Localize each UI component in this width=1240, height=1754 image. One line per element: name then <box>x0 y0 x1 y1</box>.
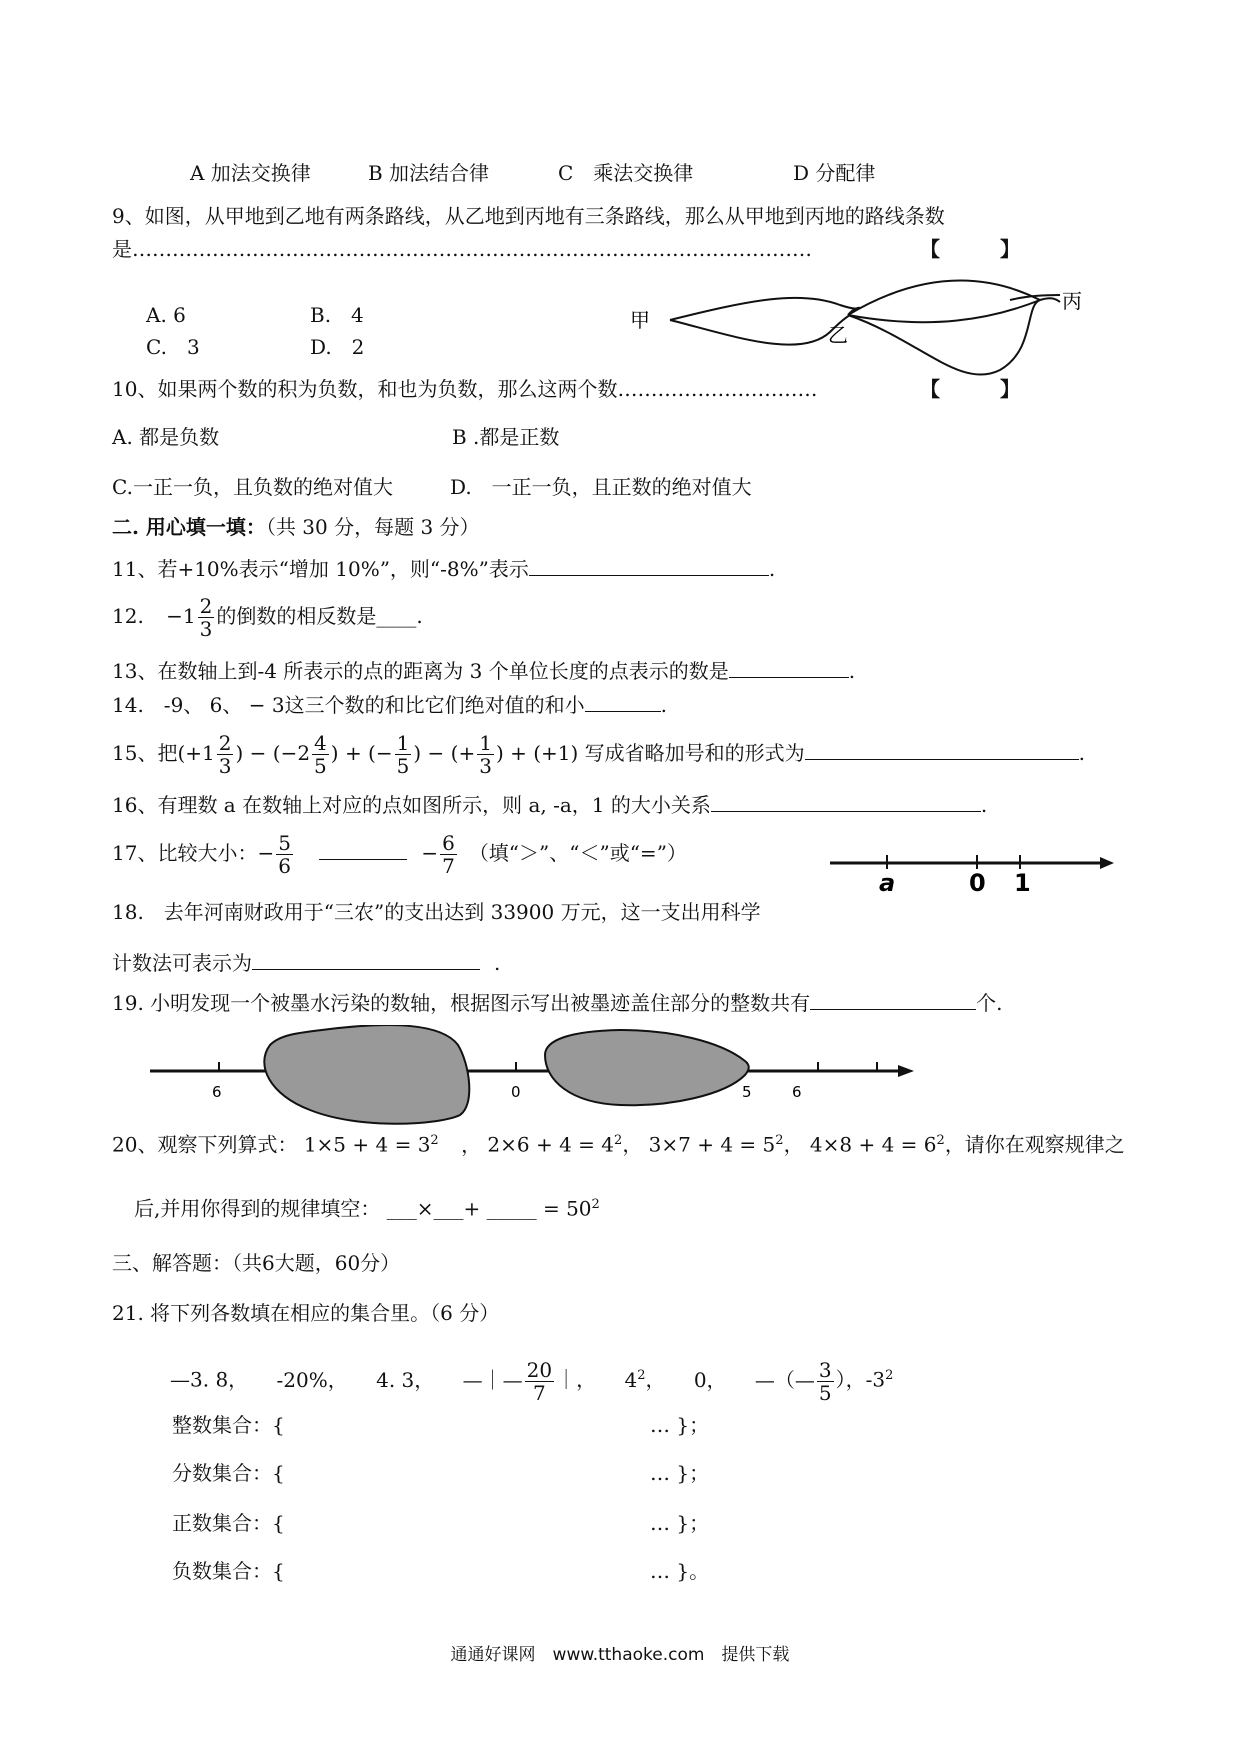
q17-frac2-den: 7 <box>442 854 455 878</box>
q21-set-positive-end: … }； <box>650 1511 710 1535</box>
number-line-a-label-a: a <box>879 869 896 897</box>
q16-line <box>112 792 987 818</box>
q21-num-4-frac-num: 20 <box>526 1357 553 1382</box>
q13-period: . <box>848 659 856 683</box>
q21-set-negative[interactable] <box>172 1558 285 1584</box>
q20-eq4-power: 2 <box>936 1133 945 1148</box>
q17-frac1-den: 6 <box>278 854 291 878</box>
q12-question: 的倒数的相反数是____. <box>216 604 423 628</box>
q20-line2 <box>134 1192 600 1222</box>
q20-fill-blank[interactable]: ___×___+ _____ = 50 <box>386 1196 592 1221</box>
q9-option-b: B. 4 <box>310 303 364 327</box>
q21-num-5-power: 2 <box>637 1368 646 1383</box>
q21-question: 21. 将下列各数填在相应的集合里。（6 分） <box>112 1301 500 1325</box>
section-3-heading: 三、解答题：（共6大题，60分） <box>112 1251 401 1275</box>
q15-prefix: 15、把 <box>112 741 178 765</box>
page-footer <box>0 1640 1240 1665</box>
ink-number-line-arrow <box>898 1065 914 1077</box>
section-2-title: 二. 用心填一填： <box>112 515 266 539</box>
number-line-a <box>820 845 1120 905</box>
q18-line2 <box>112 950 500 976</box>
q17-frac1-num: 5 <box>278 831 291 855</box>
q21-num-5: 4 <box>624 1367 638 1392</box>
label-bing: 丙 <box>1062 289 1082 313</box>
q15-line <box>112 728 1085 778</box>
q20-eq2-power: 2 <box>614 1133 623 1148</box>
number-line-a-arrow <box>1100 857 1114 869</box>
q9-answer-bracket: 【 】 <box>920 237 1020 261</box>
ink-number-line <box>150 1025 930 1125</box>
q21-set-negative-end: … }。 <box>650 1559 710 1583</box>
route-jia-yi-lower <box>670 315 850 345</box>
route-diagram <box>630 270 1090 380</box>
q14-answer-blank[interactable] <box>585 693 661 712</box>
q21-num-4-left: —｜— <box>462 1367 523 1392</box>
q17-frac2-num: 6 <box>442 831 455 855</box>
q21-num-1: —3. 8， <box>170 1367 249 1392</box>
q15-period: . <box>1078 741 1086 765</box>
q9-option-a: A. 6 <box>146 303 186 327</box>
route-jia-yi-upper <box>670 298 860 320</box>
q21-set-positive-label: 正数集合：{ <box>172 1511 285 1535</box>
q15-frac4-den: 3 <box>479 754 492 778</box>
ink-label-neg6: 6 <box>212 1083 222 1101</box>
q13-line <box>112 658 855 684</box>
q15-frac1-num: 2 <box>218 731 232 755</box>
q8-option-c: C 乘法交换律 <box>558 161 694 185</box>
q9-option-c: C. 3 <box>146 335 200 359</box>
q19-answer-blank[interactable] <box>810 991 976 1010</box>
q20-suffix: ，请你在观察规律之 <box>944 1132 1125 1157</box>
q11-line <box>112 556 775 582</box>
q19-line <box>112 990 1003 1016</box>
q11-period: . <box>768 557 776 581</box>
q15-frac3-den: 5 <box>396 754 410 778</box>
q21-set-integer[interactable] <box>172 1412 285 1438</box>
q15-term5: ) + (+1) <box>495 741 579 765</box>
q11-answer-blank[interactable] <box>529 557 769 576</box>
q15-term4: ) − (+ <box>413 741 476 765</box>
q11-question: 11、若+10%表示“增加 10%”，则“-8%”表示 <box>112 557 529 581</box>
q10-question: 10、如果两个数的积为负数，和也为负数，那么这两个数………………………… <box>112 377 818 401</box>
q18-question-line2: 计数法可表示为 <box>112 951 252 975</box>
q10-answer-bracket: 【 】 <box>920 377 1020 401</box>
label-jia: 甲 <box>630 308 650 332</box>
section-2-heading <box>112 514 480 540</box>
q8-option-a: A 加法交换律 <box>190 161 311 185</box>
q21-set-negative-label: 负数集合：{ <box>172 1559 285 1583</box>
q20-eq2: 2×6 + 4 = 4 <box>487 1132 615 1157</box>
q20-eq4: 4×8 + 4 = 6 <box>809 1132 937 1157</box>
q21-numbers <box>170 1348 893 1408</box>
q9-question-line2: 是………………………………………………………………………………………… <box>112 237 812 261</box>
q20-eq1-power: 2 <box>430 1133 439 1148</box>
q21-num-5-comma: ， <box>645 1367 666 1392</box>
q10-option-c: C.一正一负，且负数的绝对值大 <box>112 475 393 499</box>
q9-option-d: D. 2 <box>310 335 365 359</box>
section-2-note: （共 30 分，每题 3 分） <box>265 515 480 539</box>
q17-answer-blank[interactable] <box>319 841 407 860</box>
q12-frac-num: 2 <box>199 594 213 618</box>
q21-set-fraction-end: … }； <box>650 1461 710 1485</box>
q21-num-7-right: ），-3 <box>835 1367 886 1392</box>
q20-eq3: 3×7 + 4 = 5 <box>648 1132 776 1157</box>
q10-option-a: A. 都是负数 <box>112 425 220 449</box>
q21-num-6: 0， <box>693 1367 727 1392</box>
q18-period: . <box>494 951 501 975</box>
ink-label-6: 6 <box>792 1083 802 1101</box>
q18-answer-blank[interactable] <box>252 951 480 970</box>
q21-set-fraction-label: 分数集合：{ <box>172 1461 285 1485</box>
q20-line1: 20、观察下列算式： $1\times 5 + 4 = 3^2$ ， $2\times 6 + 4 = 4^2$， $3\times 7 + 4 = 5^2$， $4\times 8 + 4 = 6^2$，请你在观察规律之 <box>112 1132 1125 1157</box>
number-line-a-label-1: 1 <box>1014 869 1031 897</box>
q17-line <box>112 826 687 880</box>
q15-term3: ) + (− <box>330 741 393 765</box>
q21-set-positive[interactable] <box>172 1510 285 1536</box>
q21-num-3: 4. 3， <box>376 1367 435 1392</box>
ink-label-0: 0 <box>511 1083 521 1101</box>
q16-answer-blank[interactable] <box>711 793 981 812</box>
route-yi-bing-lower <box>848 298 1060 374</box>
q15-frac3-num: 1 <box>396 731 410 755</box>
q21-num-7-left: —（— <box>754 1367 815 1392</box>
q21-set-integer-end: … }； <box>650 1413 710 1437</box>
q16-period: . <box>980 793 988 817</box>
q13-question: 13、在数轴上到-4 所表示的点的距离为 3 个单位长度的点表示的数是 <box>112 659 729 683</box>
q21-set-fraction[interactable] <box>172 1460 285 1486</box>
q15-term2: ) − (−2 <box>235 741 311 765</box>
q21-num-7-power: 2 <box>885 1368 894 1383</box>
q20-instruction: 后,并用你得到的规律填空： <box>134 1196 381 1221</box>
q15-answer-blank[interactable] <box>805 741 1079 760</box>
q17-sign2: − <box>421 841 439 865</box>
q15-frac1-den: 3 <box>218 754 232 778</box>
q15-term1: (+1 <box>177 741 215 765</box>
q12-line <box>112 594 423 640</box>
q21-num-4-right: ｜， <box>556 1367 597 1392</box>
q17-sign1: − <box>257 841 275 865</box>
q12-frac-den: 3 <box>199 617 213 641</box>
q21-num-4-frac-den: 7 <box>533 1380 546 1405</box>
q20-prefix: 20、观察下列算式： <box>112 1132 298 1157</box>
q10-option-d: D. 一正一负，且正数的绝对值大 <box>450 475 752 499</box>
q16-question: 16、有理数 a 在数轴上对应的点如图所示，则 a, -a，1 的大小关系 <box>112 793 711 817</box>
ink-blot-right <box>545 1030 749 1105</box>
q19-suffix: 个. <box>976 991 1003 1015</box>
q21-set-integer-label: 整数集合：{ <box>172 1413 285 1437</box>
q15-frac2-num: 4 <box>314 731 327 755</box>
q20-eq1: 1×5 + 4 = 3 <box>303 1132 431 1157</box>
q8-option-d: D 分配律 <box>793 161 876 185</box>
q17-note: （填“＞”、“＜”或“=”） <box>468 841 687 865</box>
q10-option-b: B .都是正数 <box>452 425 560 449</box>
q20-fill-power: 2 <box>591 1197 600 1212</box>
footer-text[interactable]: 通通好课网 www.tthaoke.com 提供下载 <box>450 1645 790 1665</box>
q18-question-line1: 18. 去年河南财政用于“三农”的支出达到 33900 万元，这一支出用科学 <box>112 900 761 924</box>
q21-num-7-frac-den: 5 <box>818 1380 832 1405</box>
q12-number: 12. <box>112 604 144 628</box>
q15-frac4-num: 1 <box>479 731 492 755</box>
q8-option-b: B 加法结合律 <box>368 161 490 185</box>
q13-answer-blank[interactable] <box>729 659 849 678</box>
q19-question: 19. 小明发现一个被墨水污染的数轴，根据图示写出被墨迹盖住部分的整数共有 <box>112 991 811 1015</box>
route-yi-bing-middle <box>848 300 1040 322</box>
q14-line <box>112 692 667 718</box>
q12-sign: −1 <box>166 604 196 628</box>
q21-num-2: -20%， <box>276 1367 348 1392</box>
ink-label-5: 5 <box>742 1083 752 1101</box>
q9-question-line1: 9、如图，从甲地到乙地有两条路线，从乙地到丙地有三条路线，那么从甲地到丙地的路线条数 <box>112 204 945 228</box>
q15-suffix: 写成省略加号和的形式为 <box>584 741 805 765</box>
q21-num-7-frac-num: 3 <box>818 1357 832 1382</box>
number-line-a-label-0: 0 <box>969 869 986 897</box>
ink-blot-left <box>264 1025 469 1124</box>
q14-period: . <box>660 693 667 717</box>
q15-frac2-den: 5 <box>314 754 327 778</box>
q14-question: 14. -9、 6、 − 3这三个数的和比它们绝对值的和小 <box>112 693 585 717</box>
label-yi: 乙 <box>828 323 848 347</box>
q17-prefix: 17、比较大小： <box>112 841 258 865</box>
q20-eq3-power: 2 <box>775 1133 784 1148</box>
